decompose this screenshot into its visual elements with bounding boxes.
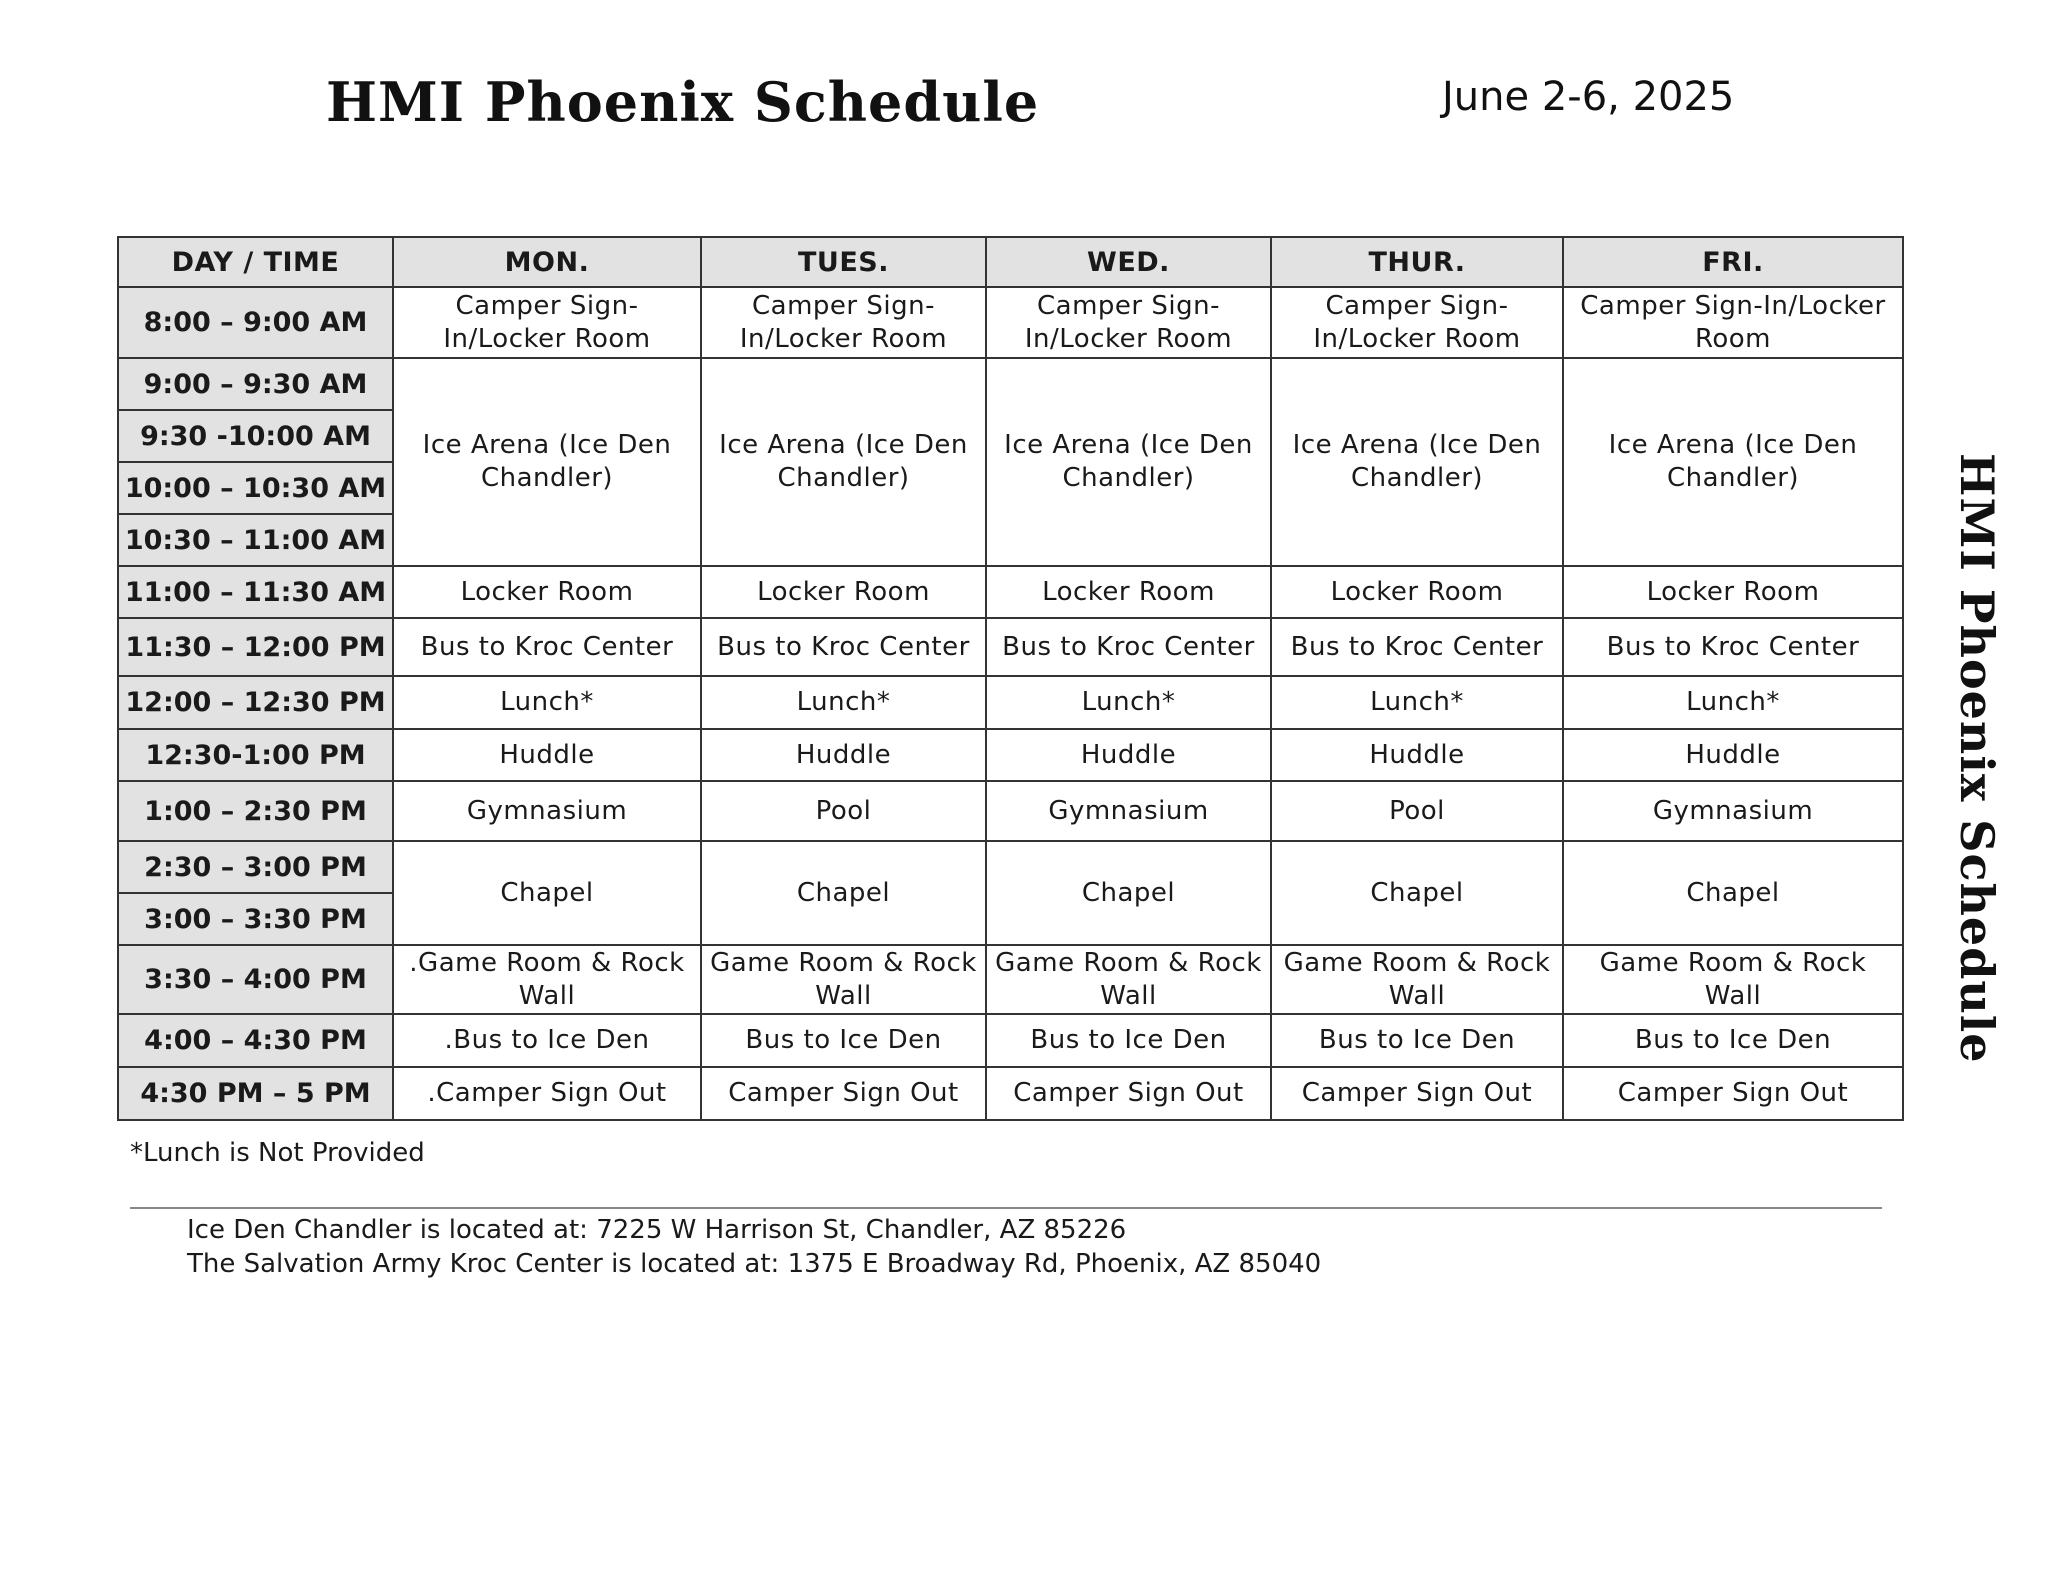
activity-cell: Lunch*: [1563, 676, 1903, 729]
divider: [130, 1207, 1882, 1209]
activity-cell: Ice Arena (Ice Den Chandler): [393, 358, 701, 566]
activity-cell: Huddle: [393, 729, 701, 781]
time-slot: 4:00 – 4:30 PM: [118, 1014, 393, 1067]
activity-cell: Bus to Kroc Center: [701, 618, 986, 676]
time-slot: 10:00 – 10:30 AM: [118, 462, 393, 514]
activity-cell: Bus to Kroc Center: [393, 618, 701, 676]
activity-cell: Gymnasium: [393, 781, 701, 841]
time-slot: 8:00 – 9:00 AM: [118, 287, 393, 358]
activity-cell: .Bus to Ice Den: [393, 1014, 701, 1067]
activity-cell: Camper Sign Out: [1271, 1067, 1563, 1120]
header-thu: THUR.: [1271, 237, 1563, 287]
table-row: [118, 676, 1903, 729]
header-day-time: DAY / TIME: [118, 237, 393, 287]
activity-cell: Camper Sign-In/Locker Room: [393, 287, 701, 358]
header-tue: TUES.: [701, 237, 986, 287]
activity-cell: Chapel: [1271, 841, 1563, 945]
time-slot: 9:30 -10:00 AM: [118, 410, 393, 462]
activity-cell: Camper Sign-In/Locker Room: [701, 287, 986, 358]
table-row: [118, 729, 1903, 781]
time-slot: 1:00 – 2:30 PM: [118, 781, 393, 841]
activity-cell: Bus to Ice Den: [701, 1014, 986, 1067]
table-row: [118, 1014, 1903, 1067]
activity-cell: Lunch*: [393, 676, 701, 729]
activity-cell: Bus to Kroc Center: [986, 618, 1271, 676]
time-slot: 11:30 – 12:00 PM: [118, 618, 393, 676]
time-slot: 12:30-1:00 PM: [118, 729, 393, 781]
time-slot: 10:30 – 11:00 AM: [118, 514, 393, 566]
side-title: HMI Phoenix Schedule: [1950, 453, 2004, 1064]
lunch-footnote: *Lunch is Not Provided: [130, 1138, 425, 1168]
activity-cell: Locker Room: [1563, 566, 1903, 618]
activity-cell: Pool: [701, 781, 986, 841]
header-fri: FRI.: [1563, 237, 1903, 287]
activity-cell: Game Room & Rock Wall: [701, 945, 986, 1014]
activity-cell: Ice Arena (Ice Den Chandler): [1271, 358, 1563, 566]
table-row: [118, 945, 1903, 1014]
activity-cell: Bus to Ice Den: [986, 1014, 1271, 1067]
schedule-table: [117, 236, 1904, 1121]
activity-cell: Gymnasium: [986, 781, 1271, 841]
activity-cell: Bus to Kroc Center: [1563, 618, 1903, 676]
activity-cell: Ice Arena (Ice Den Chandler): [986, 358, 1271, 566]
time-slot: 2:30 – 3:00 PM: [118, 841, 393, 893]
activity-cell: Huddle: [701, 729, 986, 781]
activity-cell: Pool: [1271, 781, 1563, 841]
time-slot: 3:00 – 3:30 PM: [118, 893, 393, 945]
activity-cell: Huddle: [1271, 729, 1563, 781]
activity-cell: Chapel: [986, 841, 1271, 945]
table-row: [118, 781, 1903, 841]
header-wed: WED.: [986, 237, 1271, 287]
activity-cell: Camper Sign Out: [701, 1067, 986, 1120]
table-row: [118, 841, 1903, 893]
activity-cell: Camper Sign Out: [1563, 1067, 1903, 1120]
location-kroc-center: The Salvation Army Kroc Center is located at: 1375 E Broadway Rd, Phoenix, AZ 85040: [187, 1249, 1322, 1279]
activity-cell: Ice Arena (Ice Den Chandler): [1563, 358, 1903, 566]
activity-cell: .Camper Sign Out: [393, 1067, 701, 1120]
activity-cell: Chapel: [701, 841, 986, 945]
table-row: [118, 566, 1903, 618]
schedule-date: June 2-6, 2025: [1442, 74, 1735, 120]
time-slot: 3:30 – 4:00 PM: [118, 945, 393, 1014]
time-slot: 9:00 – 9:30 AM: [118, 358, 393, 410]
table-row: [118, 287, 1903, 358]
activity-cell: Locker Room: [1271, 566, 1563, 618]
time-slot: 4:30 PM – 5 PM: [118, 1067, 393, 1120]
header-mon: MON.: [393, 237, 701, 287]
activity-cell: Camper Sign Out: [986, 1067, 1271, 1120]
table-row: [118, 1067, 1903, 1120]
activity-cell: Game Room & Rock Wall: [1271, 945, 1563, 1014]
page-title: HMI Phoenix Schedule: [326, 70, 1040, 134]
activity-cell: Lunch*: [1271, 676, 1563, 729]
activity-cell: Lunch*: [701, 676, 986, 729]
locations-block: [187, 1213, 1321, 1281]
time-slot: 12:00 – 12:30 PM: [118, 676, 393, 729]
activity-cell: Game Room & Rock Wall: [986, 945, 1271, 1014]
activity-cell: Lunch*: [986, 676, 1271, 729]
activity-cell: Chapel: [1563, 841, 1903, 945]
activity-cell: Game Room & Rock Wall: [1563, 945, 1903, 1014]
activity-cell: Chapel: [393, 841, 701, 945]
activity-cell: Huddle: [986, 729, 1271, 781]
activity-cell: Huddle: [1563, 729, 1903, 781]
table-row: [118, 358, 1903, 410]
activity-cell: Locker Room: [393, 566, 701, 618]
activity-cell: Camper Sign-In/Locker Room: [1563, 287, 1903, 358]
activity-cell: .Game Room & Rock Wall: [393, 945, 701, 1014]
table-row: [118, 618, 1903, 676]
activity-cell: Ice Arena (Ice Den Chandler): [701, 358, 986, 566]
activity-cell: Locker Room: [701, 566, 986, 618]
activity-cell: Camper Sign-In/Locker Room: [986, 287, 1271, 358]
time-slot: 11:00 – 11:30 AM: [118, 566, 393, 618]
header-row: [118, 237, 1903, 287]
activity-cell: Camper Sign-In/Locker Room: [1271, 287, 1563, 358]
activity-cell: Bus to Ice Den: [1271, 1014, 1563, 1067]
activity-cell: Gymnasium: [1563, 781, 1903, 841]
activity-cell: Bus to Ice Den: [1563, 1014, 1903, 1067]
activity-cell: Locker Room: [986, 566, 1271, 618]
location-ice-den: Ice Den Chandler is located at: 7225 W Harrison St, Chandler, AZ 85226: [187, 1215, 1127, 1245]
activity-cell: Bus to Kroc Center: [1271, 618, 1563, 676]
